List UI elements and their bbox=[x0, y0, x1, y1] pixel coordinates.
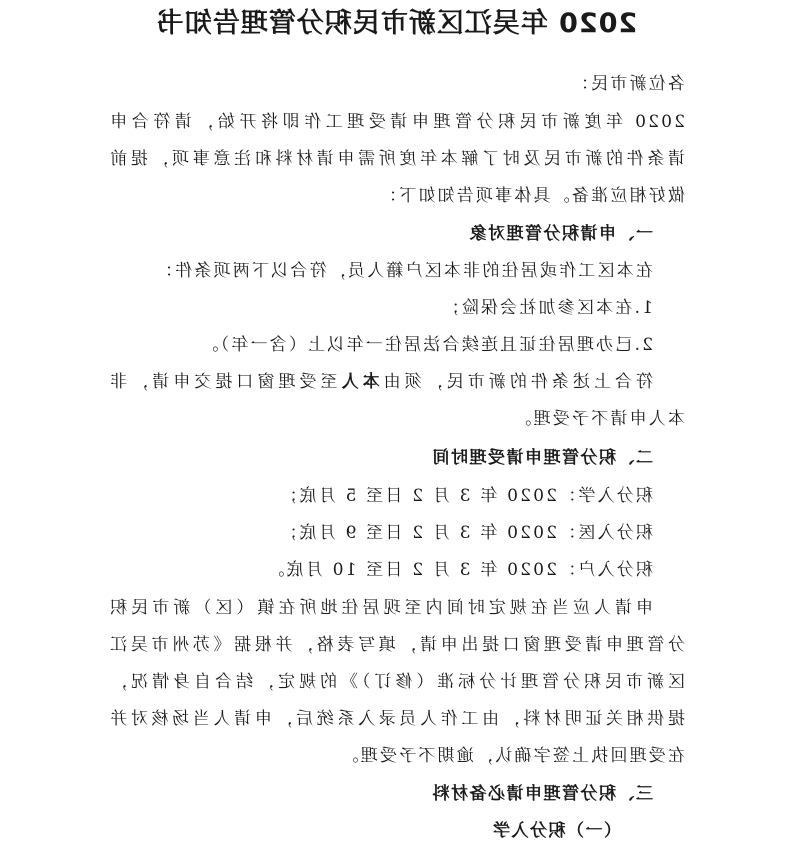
salutation: 各位新市民： bbox=[569, 74, 685, 94]
procedure-line-3: 区新市民积分管理计分标准（修订）》的规定，结合自身情况， bbox=[108, 672, 685, 692]
page-title: 2020 年吴江区新市民积分管理告知书 bbox=[155, 8, 638, 39]
applicant-note-part-2: 至受理窗口提交申请，非 bbox=[108, 372, 338, 392]
condition-1: 1.在本区参加社会保险； bbox=[440, 298, 653, 318]
applicant-note-bold: 本人 bbox=[337, 372, 380, 392]
intro-line-3: 做好相应准备。具体事项告知如下： bbox=[377, 186, 685, 206]
section-heading-1: 一、申请积分管理对象 bbox=[468, 224, 653, 244]
section-heading-3: 三、积分管理申请必备材料 bbox=[431, 784, 653, 804]
applicant-note-part-1: 符合上述条件的新市民，须由 bbox=[379, 372, 653, 392]
timeline-household: 积分入户：2020 年 3 月 2 日至 10 月底。 bbox=[265, 560, 653, 580]
subsection-heading: （一）积分入学 bbox=[491, 821, 621, 841]
timeline-school: 积分入学：2020 年 3 月 2 日至 5 月底； bbox=[278, 486, 653, 506]
applicant-note-line-2: 本人申请不予受理。 bbox=[512, 409, 685, 429]
procedure-line-4: 提供相关证明材料，由工作人员录入系统后，申请人当场核对并 bbox=[108, 709, 685, 729]
condition-2: 2.已办理居住证且连续合法居住一年以上（含一年）。 bbox=[199, 335, 653, 355]
intro-line-1: 2020 年度新市民积分管理申请受理工作即将开始，请符合申 bbox=[108, 112, 685, 132]
procedure-line-2: 分管理申请受理窗口提出申请，填写表格，并根据《苏州市吴江 bbox=[108, 635, 685, 655]
timeline-medical: 积分入医：2020 年 3 月 2 日至 9 月底； bbox=[278, 523, 653, 543]
intro-line-2: 请条件的新市民及时了解本年度所需申请材料和注意事项，提前 bbox=[108, 149, 685, 169]
section-heading-2: 二、积分管理申请受理时间 bbox=[431, 448, 653, 468]
procedure-line-5: 在受理回执上签字确认，逾期不予受理。 bbox=[339, 746, 685, 766]
procedure-line-1: 申请人应当在规定时间内至现居住地所在镇（区）新市民积 bbox=[108, 598, 653, 618]
applicant-note-line-1 bbox=[108, 370, 653, 394]
eligibility-line: 在本区工作或居住的非本区户籍人员，符合以下两项条件： bbox=[153, 261, 653, 281]
